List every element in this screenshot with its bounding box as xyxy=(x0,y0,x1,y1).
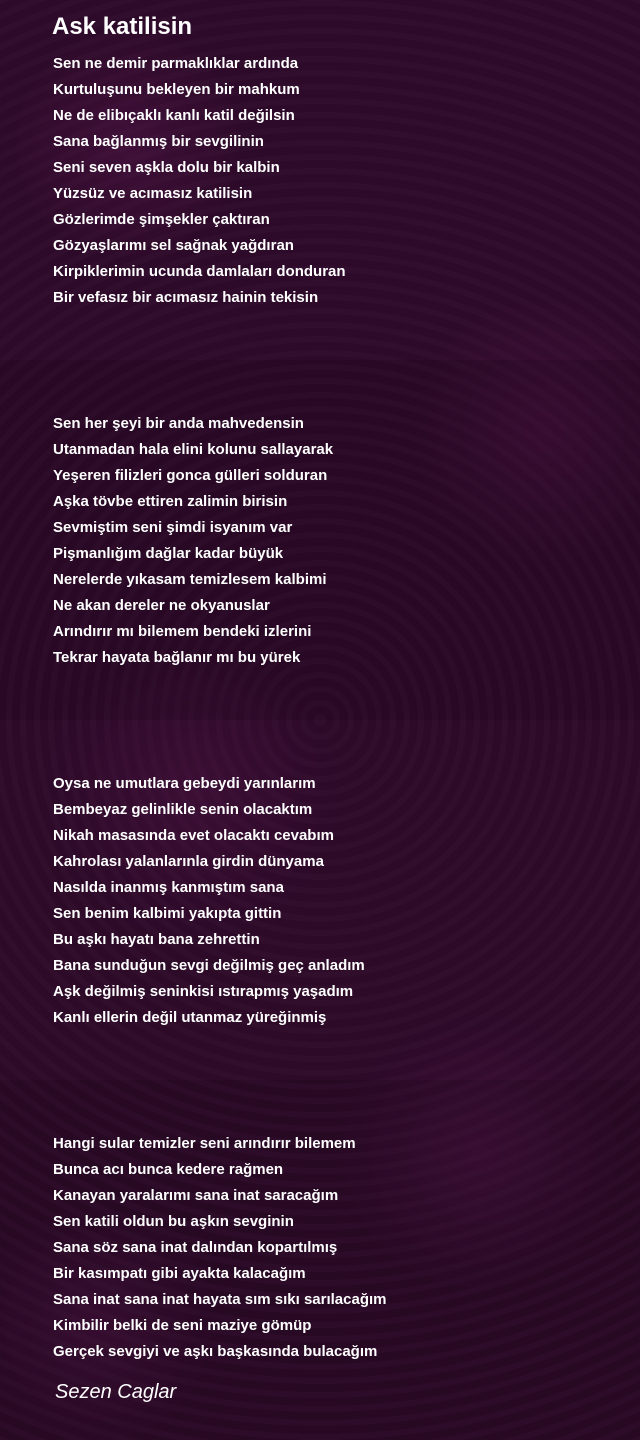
poem-line: Bembeyaz gelinlikle senin olacaktım xyxy=(53,801,313,818)
poem-line: Tekrar hayata bağlanır mı bu yürek xyxy=(53,649,301,666)
poem-line: Sana bağlanmış bir sevgilinin xyxy=(53,133,264,150)
poem-line: Sen benim kalbimi yakıpta gittin xyxy=(53,905,282,922)
poem-author: Sezen Caglar xyxy=(55,1381,177,1403)
poem-line: Gözyaşlarımı sel sağnak yağdıran xyxy=(53,237,294,254)
poem-title: Ask katilisin xyxy=(52,13,193,40)
poem-line: Kurtuluşunu bekleyen bir mahkum xyxy=(53,81,300,98)
poem-line: Gerçek sevgiyi ve aşkı başkasında bulacağım xyxy=(53,1343,378,1360)
stanza-2 xyxy=(53,411,333,671)
poem-line: Kahrolası yalanlarınla girdin dünyama xyxy=(53,853,324,870)
poem-line: Yeşeren filizleri gonca gülleri solduran xyxy=(53,467,328,484)
poem-line: Utanmadan hala elini kolunu sallayarak xyxy=(53,441,334,458)
poem-line: Kirpiklerimin ucunda damlaları donduran xyxy=(53,263,346,280)
stanza-3 xyxy=(53,771,365,1031)
poem-line: Bu aşkı hayatı bana zehrettin xyxy=(53,931,260,948)
poem-line: Sevmiştim seni şimdi isyanım var xyxy=(53,519,293,536)
poem-line: Pişmanlığım dağlar kadar büyük xyxy=(53,545,284,562)
poem-line: Ne akan dereler ne okyanuslar xyxy=(53,597,270,614)
poem-line: Bir kasımpatı gibi ayakta kalacağım xyxy=(53,1265,306,1282)
poem-line: Oysa ne umutlara gebeydi yarınlarım xyxy=(53,775,316,792)
poem-line: Kanayan yaralarımı sana inat saracağım xyxy=(53,1187,339,1204)
poem-line: Hangi sular temizler seni arındırır bilemem xyxy=(53,1135,356,1152)
poem-line: Gözlerimde şimşekler çaktıran xyxy=(53,211,270,228)
poem-line: Sen katili oldun bu aşkın sevginin xyxy=(53,1213,294,1230)
poem-line: Kimbilir belki de seni maziye gömüp xyxy=(53,1317,312,1334)
poem-line: Yüzsüz ve acımasız katilisin xyxy=(53,185,253,202)
poem-line: Aşka tövbe ettiren zalimin birisin xyxy=(53,493,288,510)
poem-line: Bir vefasız bir acımasız hainin tekisin xyxy=(53,289,319,306)
poem-line: Bana sunduğun sevgi değilmiş geç anladım xyxy=(53,957,365,974)
poem-line: Nikah masasında evet olacaktı cevabım xyxy=(53,827,334,844)
poem-line: Sen ne demir parmaklıklar ardında xyxy=(53,55,299,72)
poem-line: Nasılda inanmış kanmıştım sana xyxy=(53,879,284,896)
poem-line: Ne de elibıçaklı kanlı katil değilsin xyxy=(53,107,295,124)
poem-line: Sana söz sana inat dalından kopartılmış xyxy=(53,1239,338,1256)
stanza-4 xyxy=(53,1131,387,1365)
poem-line: Sen her şeyi bir anda mahvedensin xyxy=(53,415,304,432)
stanza-1 xyxy=(53,51,346,311)
poem-line: Kanlı ellerin değil utanmaz yüreğinmiş xyxy=(53,1009,327,1026)
poem-line: Aşk değilmiş seninkisi ıstırapmış yaşadım xyxy=(53,983,354,1000)
poem-line: Seni seven aşkla dolu bir kalbin xyxy=(53,159,280,176)
poem-line: Bunca acı bunca kedere rağmen xyxy=(53,1161,284,1178)
poem-line: Arındırır mı bilemem bendeki izlerini xyxy=(53,623,312,640)
poem-line: Sana inat sana inat hayata sım sıkı sarılacağım xyxy=(53,1291,387,1308)
poem-line: Nerelerde yıkasam temizlesem kalbimi xyxy=(53,571,327,588)
